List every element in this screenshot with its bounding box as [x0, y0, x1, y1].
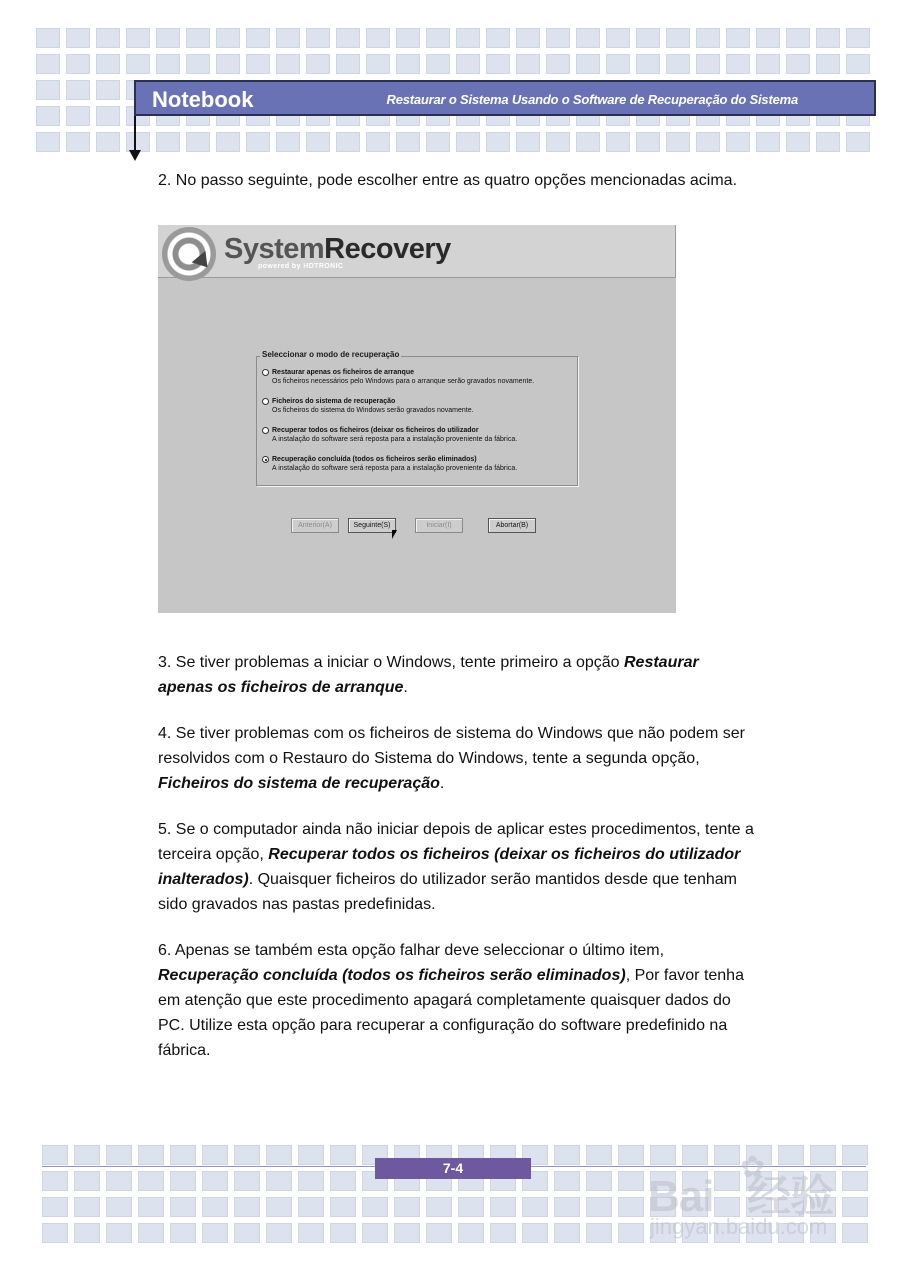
decor-tile [186, 28, 210, 48]
decor-tile [66, 132, 90, 152]
decor-tile [306, 28, 330, 48]
decor-tile [202, 1171, 228, 1191]
decor-tile [586, 1171, 612, 1191]
decor-tile [490, 1223, 516, 1243]
decor-tile [74, 1197, 100, 1217]
decor-tile [42, 1197, 68, 1217]
decor-tile [298, 1171, 324, 1191]
decor-tile [618, 1171, 644, 1191]
decor-tile [96, 106, 120, 126]
decor-tile [396, 54, 420, 74]
decor-tile [276, 132, 300, 152]
decor-tile [366, 54, 390, 74]
decor-tile [846, 54, 870, 74]
decor-tile [394, 1223, 420, 1243]
decor-tile [636, 28, 660, 48]
decor-tile [106, 1197, 132, 1217]
decor-tile [394, 1197, 420, 1217]
decor-tile [426, 132, 450, 152]
decor-tile [486, 54, 510, 74]
decor-tile [202, 1223, 228, 1243]
decor-tile [266, 1197, 292, 1217]
header-side-line [134, 116, 136, 152]
start-button[interactable]: Iniciar(I) [415, 518, 463, 533]
decor-tile [586, 1197, 612, 1217]
back-button[interactable]: Anterior(A) [291, 518, 339, 533]
decor-tile [618, 1223, 644, 1243]
decor-tile [42, 1145, 68, 1165]
option-recover-all[interactable]: Recuperar todos os ficheiros (deixar os ficheiros do utilizador A instalação do software será reposta para a instalação proveniente da fábrica. [262, 426, 517, 444]
decor-tile [576, 54, 600, 74]
decor-tile [554, 1171, 580, 1191]
decor-tile [170, 1145, 196, 1165]
decor-tile [606, 132, 630, 152]
decor-tile [298, 1223, 324, 1243]
decor-tile [456, 28, 480, 48]
mouse-cursor-icon [392, 530, 397, 539]
decor-tile [756, 132, 780, 152]
decor-tile [726, 28, 750, 48]
decor-tile [846, 132, 870, 152]
decor-tile [756, 28, 780, 48]
decor-tile [74, 1171, 100, 1191]
decor-tile [576, 28, 600, 48]
decor-tile [298, 1197, 324, 1217]
decor-tile [396, 132, 420, 152]
header-bar [134, 80, 876, 116]
recovery-mode-group [256, 350, 578, 486]
decor-tile [606, 28, 630, 48]
decor-tile [336, 28, 360, 48]
app-title: SystemRecovery [224, 233, 451, 265]
decor-tile [816, 28, 840, 48]
decor-tile [546, 54, 570, 74]
decor-tile [170, 1223, 196, 1243]
watermark-brand: Bai 经验 [648, 1172, 834, 1221]
header-section-title: Restaurar o Sistema Usando o Software de Recuperação do Sistema [386, 92, 798, 107]
decor-tile [246, 132, 270, 152]
decor-tile [606, 54, 630, 74]
decor-tile [74, 1145, 100, 1165]
decor-tile [36, 132, 60, 152]
decor-tile [426, 1223, 452, 1243]
decor-tile [306, 54, 330, 74]
decor-tile [786, 54, 810, 74]
decor-tile [666, 54, 690, 74]
decor-tile [576, 132, 600, 152]
decor-tile [816, 54, 840, 74]
decor-tile [246, 54, 270, 74]
decor-tile [96, 132, 120, 152]
decor-tile [636, 132, 660, 152]
decor-tile [426, 28, 450, 48]
decor-tile [234, 1145, 260, 1165]
decor-tile [170, 1197, 196, 1217]
decor-tile [202, 1145, 228, 1165]
decor-tile [156, 132, 180, 152]
decor-tile [106, 1145, 132, 1165]
decor-tile [74, 1223, 100, 1243]
decor-tile [126, 54, 150, 74]
decor-tile [586, 1223, 612, 1243]
decor-tile [106, 1223, 132, 1243]
watermark-url: jingyan.baidu.com [650, 1214, 828, 1239]
decor-tile [156, 28, 180, 48]
group-label: Seleccionar o modo de recuperação [262, 350, 400, 359]
decor-tile [458, 1197, 484, 1217]
app-subtitle: powered by HDTRONIC [258, 263, 344, 270]
decor-tile [216, 132, 240, 152]
decor-tile [216, 54, 240, 74]
system-recovery-screenshot [158, 225, 676, 613]
decor-tile [522, 1223, 548, 1243]
decor-tile [726, 54, 750, 74]
decor-tile [666, 132, 690, 152]
baidu-watermark [648, 1150, 858, 1250]
paragraph-6: 6. Apenas se também esta opção falhar deve seleccionar o último item, Recuperação concluída (todos os ficheiros serão eliminados), Por favor tenha em atenção que este procedimento apagará completamente quaisquer dados do PC. Utilize esta opção para recuperar a configuração do software predefinido na fábrica. [158, 942, 744, 1059]
decor-tile [42, 1223, 68, 1243]
decor-tile [396, 28, 420, 48]
radio-button-selected[interactable] [262, 456, 269, 463]
decor-tile [362, 1223, 388, 1243]
decor-tile [516, 54, 540, 74]
decor-tile [786, 132, 810, 152]
paragraph-2: 2. No passo seguinte, pode escolher entre as quatro opções mencionadas acima. [158, 172, 738, 189]
decor-tile [186, 132, 210, 152]
radio-button[interactable] [262, 398, 269, 405]
decor-tile [36, 54, 60, 74]
decor-tile [458, 1223, 484, 1243]
abort-button[interactable]: Abortar(B) [488, 518, 536, 533]
down-arrow-icon [129, 150, 141, 161]
decor-tile [696, 54, 720, 74]
paragraph-5: 5. Se o computador ainda não iniciar depois de aplicar estes procedimentos, tente a terceira opção, Recuperar todos os ficheiros (deixar os ficheiros do utilizador inalterados). Quaisquer ficheiros do utilizador serão mantidos desde que tenham sido gravados nas pastas predefinidas. [158, 821, 754, 913]
decor-tile [66, 28, 90, 48]
decor-tile [66, 106, 90, 126]
decor-tile [36, 80, 60, 100]
app-banner [158, 225, 676, 278]
paragraph-3: 3. Se tiver problemas a iniciar o Windows, tente primeiro a opção Restaurar apenas os ficheiros de arranque. [158, 654, 699, 696]
decor-tile [516, 28, 540, 48]
decor-tile [846, 28, 870, 48]
decor-tile [96, 80, 120, 100]
decor-tile [138, 1171, 164, 1191]
decor-tile [330, 1197, 356, 1217]
decor-tile [276, 54, 300, 74]
decor-tile [554, 1197, 580, 1217]
decor-tile [546, 28, 570, 48]
decor-tile [522, 1197, 548, 1217]
decor-tile [336, 132, 360, 152]
decor-tile [586, 1145, 612, 1165]
decor-tile [516, 132, 540, 152]
decor-tile [36, 28, 60, 48]
decor-tile [456, 132, 480, 152]
decor-tile [42, 1171, 68, 1191]
decor-tile [336, 54, 360, 74]
decor-tile [266, 1223, 292, 1243]
decor-tile [666, 28, 690, 48]
decor-tile [276, 28, 300, 48]
decor-tile [96, 28, 120, 48]
decor-tile [366, 132, 390, 152]
decor-tile [756, 54, 780, 74]
decor-tile [618, 1197, 644, 1217]
decor-tile [246, 28, 270, 48]
radio-button[interactable] [262, 369, 269, 376]
decor-tile [330, 1171, 356, 1191]
decor-tile [426, 54, 450, 74]
decor-tile [618, 1145, 644, 1165]
decor-tile [138, 1197, 164, 1217]
decor-tile [138, 1223, 164, 1243]
decor-tile [234, 1223, 260, 1243]
decor-tile [490, 1197, 516, 1217]
decor-tile [106, 1171, 132, 1191]
decor-tile [216, 28, 240, 48]
decor-tile [156, 54, 180, 74]
decor-tile [486, 28, 510, 48]
decor-tile [66, 80, 90, 100]
decor-tile [126, 132, 150, 152]
decor-tile [554, 1223, 580, 1243]
decor-tile [456, 54, 480, 74]
decor-tile [426, 1197, 452, 1217]
paw-icon: ✿ [740, 1151, 766, 1184]
decor-tile [234, 1197, 260, 1217]
decor-tile [330, 1223, 356, 1243]
decor-tile [202, 1197, 228, 1217]
decor-tile [138, 1145, 164, 1165]
decor-tile [66, 54, 90, 74]
decor-tile [266, 1171, 292, 1191]
option-system-files[interactable]: Ficheiros do sistema de recuperação Os ficheiros do sistema do Windows serão gravados novamente. [262, 397, 474, 415]
decor-tile [266, 1145, 292, 1165]
decor-tile [126, 28, 150, 48]
decor-tile [330, 1145, 356, 1165]
decor-tile [362, 1197, 388, 1217]
decor-tile [726, 132, 750, 152]
decor-tile [306, 132, 330, 152]
decor-tile [234, 1171, 260, 1191]
decor-tile [816, 132, 840, 152]
decor-tile [696, 28, 720, 48]
next-button[interactable]: Seguinte(S) [348, 518, 396, 533]
decor-tile [786, 28, 810, 48]
page-number: 7-4 [375, 1158, 531, 1179]
paragraph-4: 4. Se tiver problemas com os ficheiros de sistema do Windows que não podem ser resolvidos com o Restauro do Sistema do Windows, tente a segunda opção, Ficheiros do sistema de recuperação. [158, 725, 745, 792]
decor-tile [96, 54, 120, 74]
decor-tile [554, 1145, 580, 1165]
decor-tile [636, 54, 660, 74]
decor-tile [696, 132, 720, 152]
decor-tile [186, 54, 210, 74]
decor-tile [366, 28, 390, 48]
option-restore-boot[interactable]: Restaurar apenas os ficheiros de arranque Os ficheiros necessários pelo Windows para o arranque serão gravados novamente. [262, 368, 534, 386]
radio-button[interactable] [262, 427, 269, 434]
header-brand: Notebook [152, 87, 254, 112]
decor-tile [546, 132, 570, 152]
decor-tile [170, 1171, 196, 1191]
option-full-recovery[interactable]: Recuperação concluída (todos os ficheiros serão eliminados) A instalação do software será reposta para a instalação proveniente da fábrica. [262, 455, 517, 473]
decor-tile [298, 1145, 324, 1165]
decor-tile [486, 132, 510, 152]
decor-tile [36, 106, 60, 126]
